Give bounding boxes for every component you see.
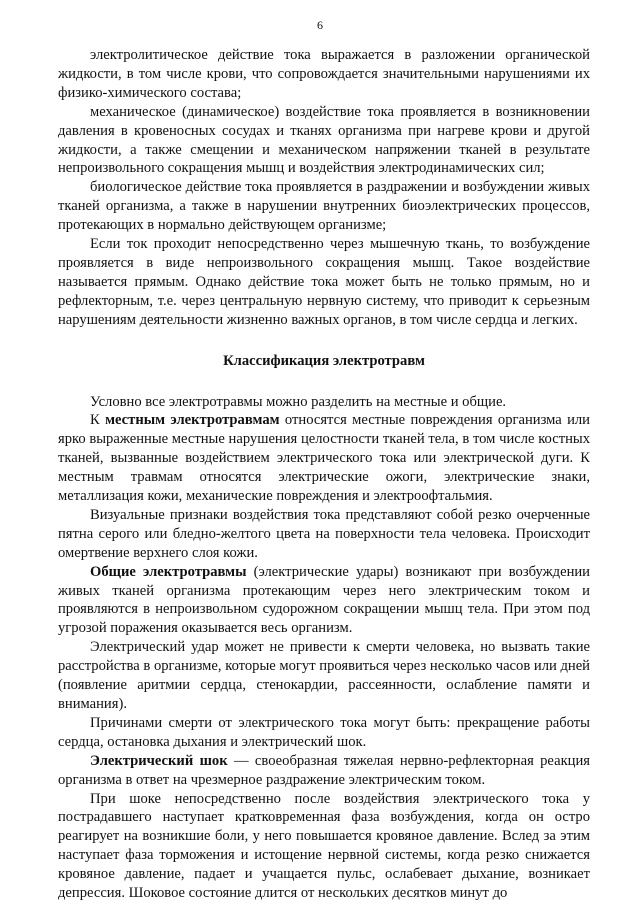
page-number: 6 bbox=[317, 18, 323, 32]
paragraph-general-injuries bbox=[58, 563, 590, 639]
paragraph-local-prefix: К bbox=[90, 412, 106, 429]
term-local-electrotrauma: местным электротравмам bbox=[105, 412, 280, 429]
paragraph-electric-shock-text: — своеобразная тяжелая нервно-рефлекторная реакция организма в ответ на чрезмерное раздражение электрическим током. bbox=[58, 752, 590, 788]
paragraph-biological: биологическое действие тока проявляется в раздражении и возбуждении живых тканей организма, а также в нарушении внутренних биоэлектрических процессов, протекающих в нормально действующем организме; bbox=[58, 179, 590, 234]
document-body bbox=[58, 46, 590, 903]
paragraph-classification-intro: Условно все электротравмы можно разделить на местные и общие. bbox=[90, 393, 507, 410]
paragraph-causes-of-death: Причинами смерти от электрического тока могут быть: прекращение работы сердца, остановка дыхания и электрический шок. bbox=[58, 714, 590, 750]
paragraph-general-text: (электрические удары) возникают при возбуждении живых тканей организма протекающим через него электрическим током и проявляются в непроизвольном судорожном сокращении мышц тела. При этом под угрозой поражения оказывается весь организм. bbox=[58, 563, 590, 637]
term-electric-shock: Электрический шок bbox=[90, 752, 228, 769]
paragraph-electric-shock-effects: Электрический удар может не привести к смерти человека, но вызвать такие расстройства в организме, которые могут проявиться через несколько часов или дней (появление аритмии сердца, стенокардии, рассеянности, ослабление памяти и внимания). bbox=[58, 639, 590, 712]
paragraph-local-text: относятся местные повреждения организма или ярко выраженные местные нарушения целостности тканей тела, в том числе костных тканей, вызванные воздействием электрического тока или электрической дуги. К местным травмам относятся электрические ожоги, электрические знаки, металлизация кожи, механические повреждения и электроофтальмия. bbox=[58, 412, 590, 505]
paragraph-electric-shock bbox=[58, 752, 590, 790]
section-title: Классификация электротравм bbox=[223, 352, 425, 369]
paragraph-visual-signs: Визуальные признаки воздействия тока представляют собой резко очерченные пятна серого или бледно-желтого цвета на поверхности тела человека. Происходит омертвение верхнего слоя кожи. bbox=[58, 506, 590, 561]
paragraph-direct-action: Если ток проходит непосредственно через мышечную ткань, то возбуждение проявляется в виде непроизвольного сокращения мышц. Такое воздействие называется прямым. Однако действие тока может быть не только прямым, но и рефлекторным, т.е. через центральную нервную систему, что приводит к серьезным нарушениям деятельности жизненно важных органов, в том числе сердца и легких. bbox=[58, 236, 590, 328]
paragraph-mechanical: механическое (динамическое) воздействие тока проявляется в возникновении давления в кровеносных сосудах и тканях организма при нагреве крови и другой жидкости, а также смещении и механическом напряжении тканей в результате непроизвольного сокращения мышц и воздействия электродинамических сил; bbox=[58, 103, 590, 177]
term-general-electrotrauma: Общие электротравмы bbox=[90, 563, 247, 580]
paragraph-local-injuries bbox=[58, 411, 590, 506]
paragraph-electrolytic: электролитическое действие тока выражается в разложении органической жидкости, в том числе крови, что сопровождается значительными нарушениями их физико-химического состава; bbox=[58, 47, 590, 101]
paragraph-shock-phases: При шоке непосредственно после воздействия электрического тока у пострадавшего наступает кратковременная фаза возбуждения, когда он остро реагирует на возникшие боли, у него повышается кровяное давление. Вслед за этим наступает фаза торможения и истощение нервной системы, когда резко снижается кровяное давление, падает и учащается пульс, ослабевает дыхание, возникает депрессия. Шоковое состояние длится от нескольких десятков минут до bbox=[58, 790, 590, 902]
